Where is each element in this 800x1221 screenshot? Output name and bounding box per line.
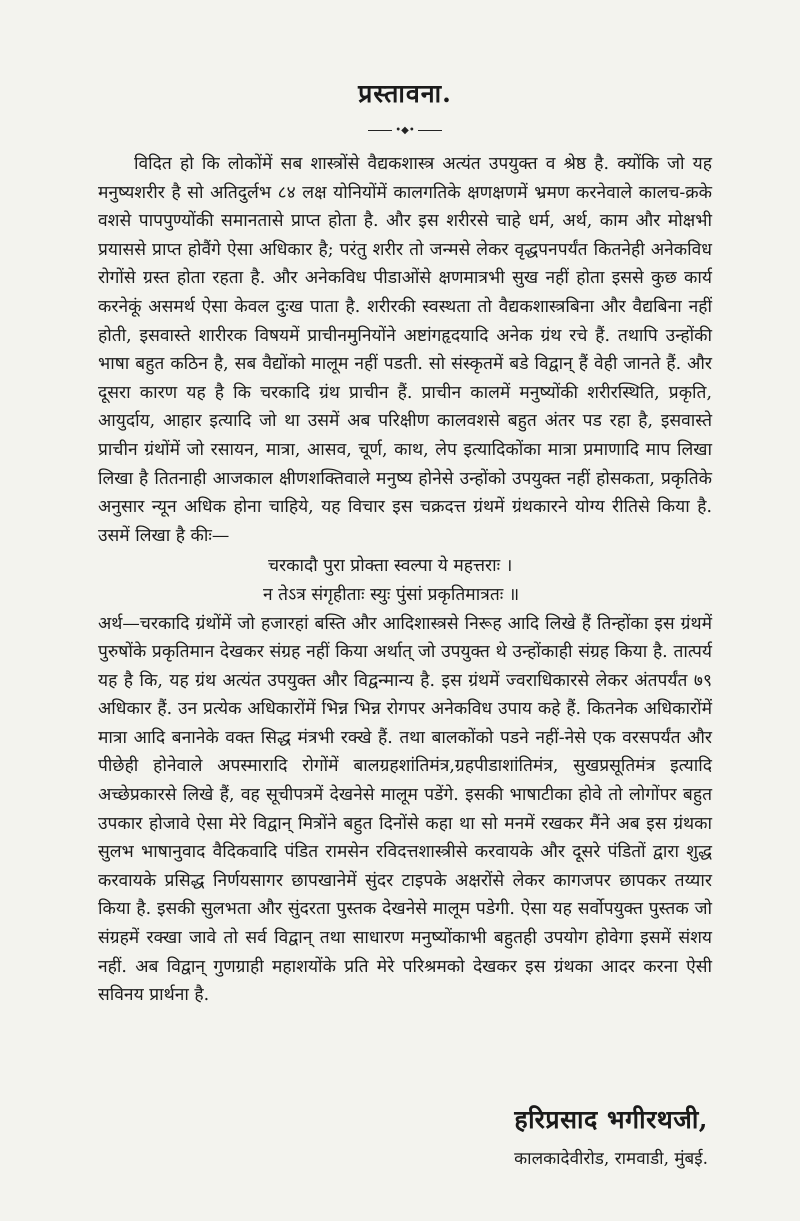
page-title: प्रस्तावना.	[358, 79, 452, 108]
verse-line-1: चरकादौ पुरा प्रोक्ता स्वल्पा ये महत्तराः ।	[268, 556, 513, 577]
ornament-glyph: •◆•	[395, 125, 415, 136]
ornament-rule-left	[368, 130, 392, 131]
verse-meaning-paragraph: अर्थ—चरकादि ग्रंथोंमें जो हजारहां बस्ति और आदिशास्त्रसे निरूह आदि लिखे हैं तिन्होंका इस ग्रंथमें पुरुषोंके प्रकृतिमान देखकर संग्रह नहीं किया अर्थात् जो उपयुक्त थे उन्होंकाही संग्रह किया है. तात्पर्य यह है कि, यह ग्रंथ अत्यंत उपयुक्त और विद्वन्मान्य है. इस ग्रंथमें ज्वराधिकारसे लेकर अंतपर्यंत ७९ अधिकार हैं. उन प्रत्येक अधिकारोंमें भिन्न भिन्न रोगपर अनेकविध उपाय कहे हैं. कितनेक अधिकारोंमें मात्रा आदि बनानेके वक्त सिद्ध मंत्रभी रक्खे हैं. तथा बालकोंको पडने नहीं-नेसे एक वरसपर्यंत और पीछेही होनेवाले अपस्मारादि रोगोंमें बालग्रहशांतिमंत्र,ग्रहपीडाशांतिमंत्र, सुखप्रसूतिमंत्र इत्यादि अच्छेप्रकारसे लिखे हैं, वह सूचीपत्रमें देखनेसे मालूम पडेंगे. इसकी भाषाटीका होवे तो लोगोंपर बहुत उपकार होजावे ऐसा मेरे विद्वान् मित्रोंने बहुत दिनोंसे कहा था सो मनमें रखकर मैंने अब इस ग्रंथका सुलभ भाषानुवाद वैदिकवादि पंडित रामसेन रविदत्तशास्त्रीसे करवायके और दूसरे पंडितों द्वारा शुद्ध करवायके प्रसिद्ध निर्णयसागर छापखानेमें सुंदर टाइपके अक्षरोंसे लेकर कागजपर छापकर तय्यार किया है. इसकी सुलभता और सुंदरता पुस्तक देखनेसे मालूम पडेगी. ऐसा यह सर्वोपयुक्त पुस्तक जो संग्रहमें रक्खा जावे तो सर्व विद्वान् तथा साधारण मनुष्योंकाभी बहुतही उपयोग होवेगा इसमें संशय नहीं. अब विद्वान् गुणग्राही महाशयोंके प्रति मेरे परिश्रमको देखकर इस ग्रंथका आदर करना ऐसी सविनय प्रार्थना है.	[98, 613, 712, 1006]
title-ornament	[98, 126, 712, 136]
publisher-address: कालकादेवीरोड, रामवाडी, मुंबई.	[514, 1149, 708, 1169]
ornament-rule-right	[418, 130, 442, 131]
sanskrit-verse	[98, 552, 712, 609]
verse-line-2: न तेऽत्र संगृहीताः स्युः पुंसां प्रकृतिमात्रतः ॥	[263, 584, 520, 605]
publisher-name: हरिप्रसाद भगीरथजी,	[514, 1105, 708, 1134]
preface-paragraph: विदित हो कि लोकोंमें सब शास्त्रोंसे वैद्यकशास्त्र अत्यंत उपयुक्त व श्रेष्ठ है. क्योंकि जो यह मनुष्यशरीर है सो अतिदुर्लभ ८४ लक्ष योनियोंमें कालगतिके क्षणक्षणमें भ्रमण करनेवाले कालच-क्रके वशसे पापपुण्योंकी समानतासे प्राप्त होता है. और इस शरीरसे चाहे धर्म, अर्थ, काम और मोक्षभी प्रयाससे प्राप्त होवैंगे ऐसा अधिकार है; परंतु शरीर तो जन्मसे लेकर वृद्धपनपर्यंत कितनेही अनेकविध रोगोंसे ग्रस्त होता रहता है. और अनेकविध पीडाओंसे क्षणमात्रभी सुख नहीं होता इससे कुछ कार्य करनेकूं असमर्थ ऐसा केवल दुःख पाता है. शरीरकी स्वस्थता तो वैद्यकशास्त्रबिना और वैद्यबिना नहीं होती, इसवास्ते शारीरक विषयमें प्राचीनमुनियोंने अष्टांगहृदयादि अनेक ग्रंथ रचे हैं. तथापि उन्होंकी भाषा बहुत कठिन है, सब वैद्योंको मालूम नहीं पडती. सो संस्कृतमें बडे विद्वान् हैं वेही जानते हैं. और दूसरा कारण यह है कि चरकादि ग्रंथ प्राचीन हैं. प्राचीन कालमें मनुष्योंकी शरीरस्थिति, प्रकृति, आयुर्दाय, आहार इत्यादि जो था उसमें अब परिक्षीण कालवशसे बहुत अंतर पड रहा है, इसवास्ते प्राचीन ग्रंथोंमें जो रसायन, मात्रा, आसव, चूर्ण, काथ, लेप इत्यादिकोंका मात्रा प्रमाणादि माप लिखा लिखा है तितनाही आजकाल क्षीणशक्तिवाले मनुष्य होनेसे उन्होंको उपयुक्त नहीं होसकता, प्रकृतिके अनुसार न्यून अधिक होना चाहिये, यह विचार इस चक्रदत्त ग्रंथमें ग्रंथकारने योग्य रीतिसे किया है. उसमें लिखा है कीः—	[98, 154, 712, 546]
signature-block	[514, 1102, 708, 1169]
